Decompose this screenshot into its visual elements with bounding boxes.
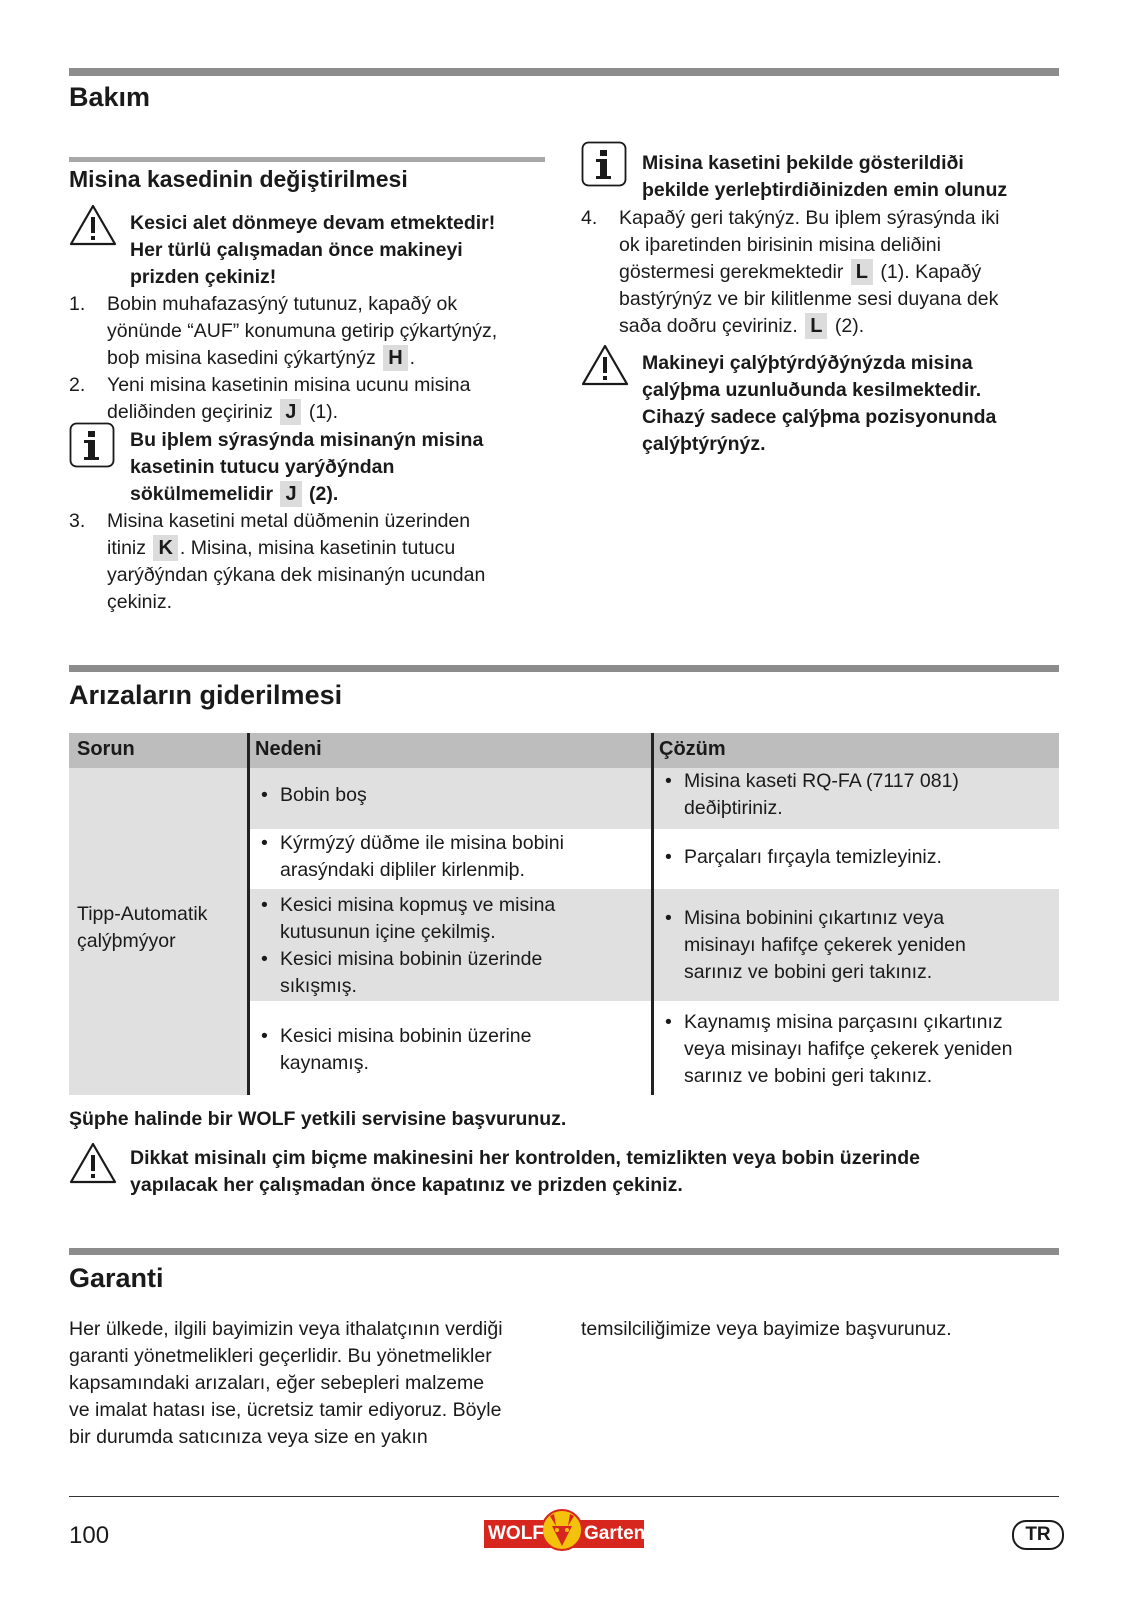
warning-icon [69, 1141, 117, 1185]
table-row-4-cause [255, 1023, 531, 1077]
key-label: H [383, 345, 407, 371]
info-text-2: Misina kasetini þekilde gösterildiði þekilde yerleþtirdiðinizden emin olunuz [642, 152, 1008, 201]
warning-icon [69, 203, 117, 247]
warning-text-1: Kesici alet dönmeye devam etmektedir! Her türlü çalışmadan önce makineyi prizden çekiniz! [130, 212, 496, 288]
top-rule [69, 68, 1059, 76]
header-problem: Sorun [77, 738, 135, 760]
logo-text-wolf: WOLF [488, 1523, 544, 1544]
warning-text-2: Makineyi çalýþtýrdýðýnýzda misina çalýþma uzunluðunda kesilmektedir. Cihazý sadece çalýþma pozisyonunda çalýþtýrýnýz. [642, 352, 997, 455]
info-icon [581, 141, 627, 187]
section-rule [69, 665, 1059, 672]
section-rule [69, 1248, 1059, 1255]
key-label: J [280, 481, 301, 507]
table-header [69, 733, 1059, 768]
key-label: L [851, 259, 873, 285]
subsection-heading: Misina kasedinin değiştirilmesi [69, 166, 408, 192]
table-row-1-solution [659, 768, 959, 822]
subsection-rule [69, 157, 545, 162]
warning-text-3: Dikkat misinalı çim biçme makinesini her kontrolden, temizlikten veya bobin üzerinde yapılacak her çalışmadan önce kapatınız ve prizden çekiniz. [130, 1147, 920, 1196]
list-item: • Kýrmýzý düðme ile misina bobini arasýndaki diþliler kirlenmiþ. [255, 830, 564, 884]
page-number: 100 [69, 1522, 110, 1549]
info-text-1: Bu iþlem sýrasýnda misinanýn misina kasetinin tutucu yarýðýndan sökülmemelidir J (2). [130, 429, 484, 505]
list-item: • Kaynamış misina parçasını çıkartınız veya misinayı hafifçe çekerek yeniden sarınız ve bobini geri takınız. [659, 1009, 1012, 1090]
table-row-2-solution [659, 844, 942, 871]
service-note: Şüphe halinde bir WOLF yetkili servisine başvurunuz. [69, 1108, 567, 1130]
table-row-3-cause [255, 892, 555, 1000]
table-row-4-solution [659, 1009, 1012, 1090]
header-cause: Nedeni [255, 738, 322, 760]
info-icon [69, 422, 115, 468]
list-item: • Bobin boş [255, 782, 367, 809]
page-title: Bakım [69, 82, 151, 112]
header-solution: Çözüm [659, 738, 726, 760]
language-badge: TR [1012, 1520, 1064, 1550]
list-item: • Parçaları fırçayla temizleyiniz. [659, 844, 942, 871]
problem-cell: Tipp-Automatik çalýþmýyor [77, 903, 208, 952]
column-divider [651, 733, 654, 1095]
table-row-1-cause [255, 782, 367, 809]
key-label: L [805, 313, 827, 339]
logo-text-garten: Garten [584, 1523, 646, 1544]
footer-rule [69, 1496, 1059, 1497]
key-label: J [280, 399, 301, 425]
wolf-head-icon [540, 1506, 584, 1552]
list-item: • Kesici misina bobinin üzerine kaynamış. [255, 1023, 531, 1077]
list-item: • Misina kaseti RQ-FA (7117 081) deðiþtiriniz. [659, 768, 959, 822]
table-row-3-solution [659, 905, 966, 986]
wolf-garten-logo [484, 1506, 644, 1550]
warranty-text-left: Her ülkede, ilgili bayimizin veya ithalatçının verdiği garanti yönetmelikleri geçerlidir. Bu yönetmelikler kapsamındaki arızaları, eğer sebepleri malzeme ve imalat hatası ise, ücretsiz tamir ediyoruz. Böyle bir durumda satıcınıza veya size en yakın [69, 1318, 503, 1448]
section-heading-warranty: Garanti [69, 1263, 164, 1293]
column-divider [247, 733, 250, 1095]
list-item: • Kesici misina bobinin üzerinde sıkışmış. [255, 946, 555, 1000]
list-item: • Kesici misina kopmuş ve misina kutusunun içine çekilmiş. [255, 892, 555, 946]
warning-icon [581, 343, 629, 387]
warranty-text-right: temsilciliğimize veya bayimize başvurunuz. [581, 1318, 952, 1340]
list-item: • Misina bobinini çıkartınız veya misinayı hafifçe çekerek yeniden sarınız ve bobini geri takınız. [659, 905, 966, 986]
key-label: K [153, 535, 177, 561]
table-row-2-cause [255, 830, 564, 884]
section-heading-troubleshooting: Arızaların giderilmesi [69, 680, 343, 710]
